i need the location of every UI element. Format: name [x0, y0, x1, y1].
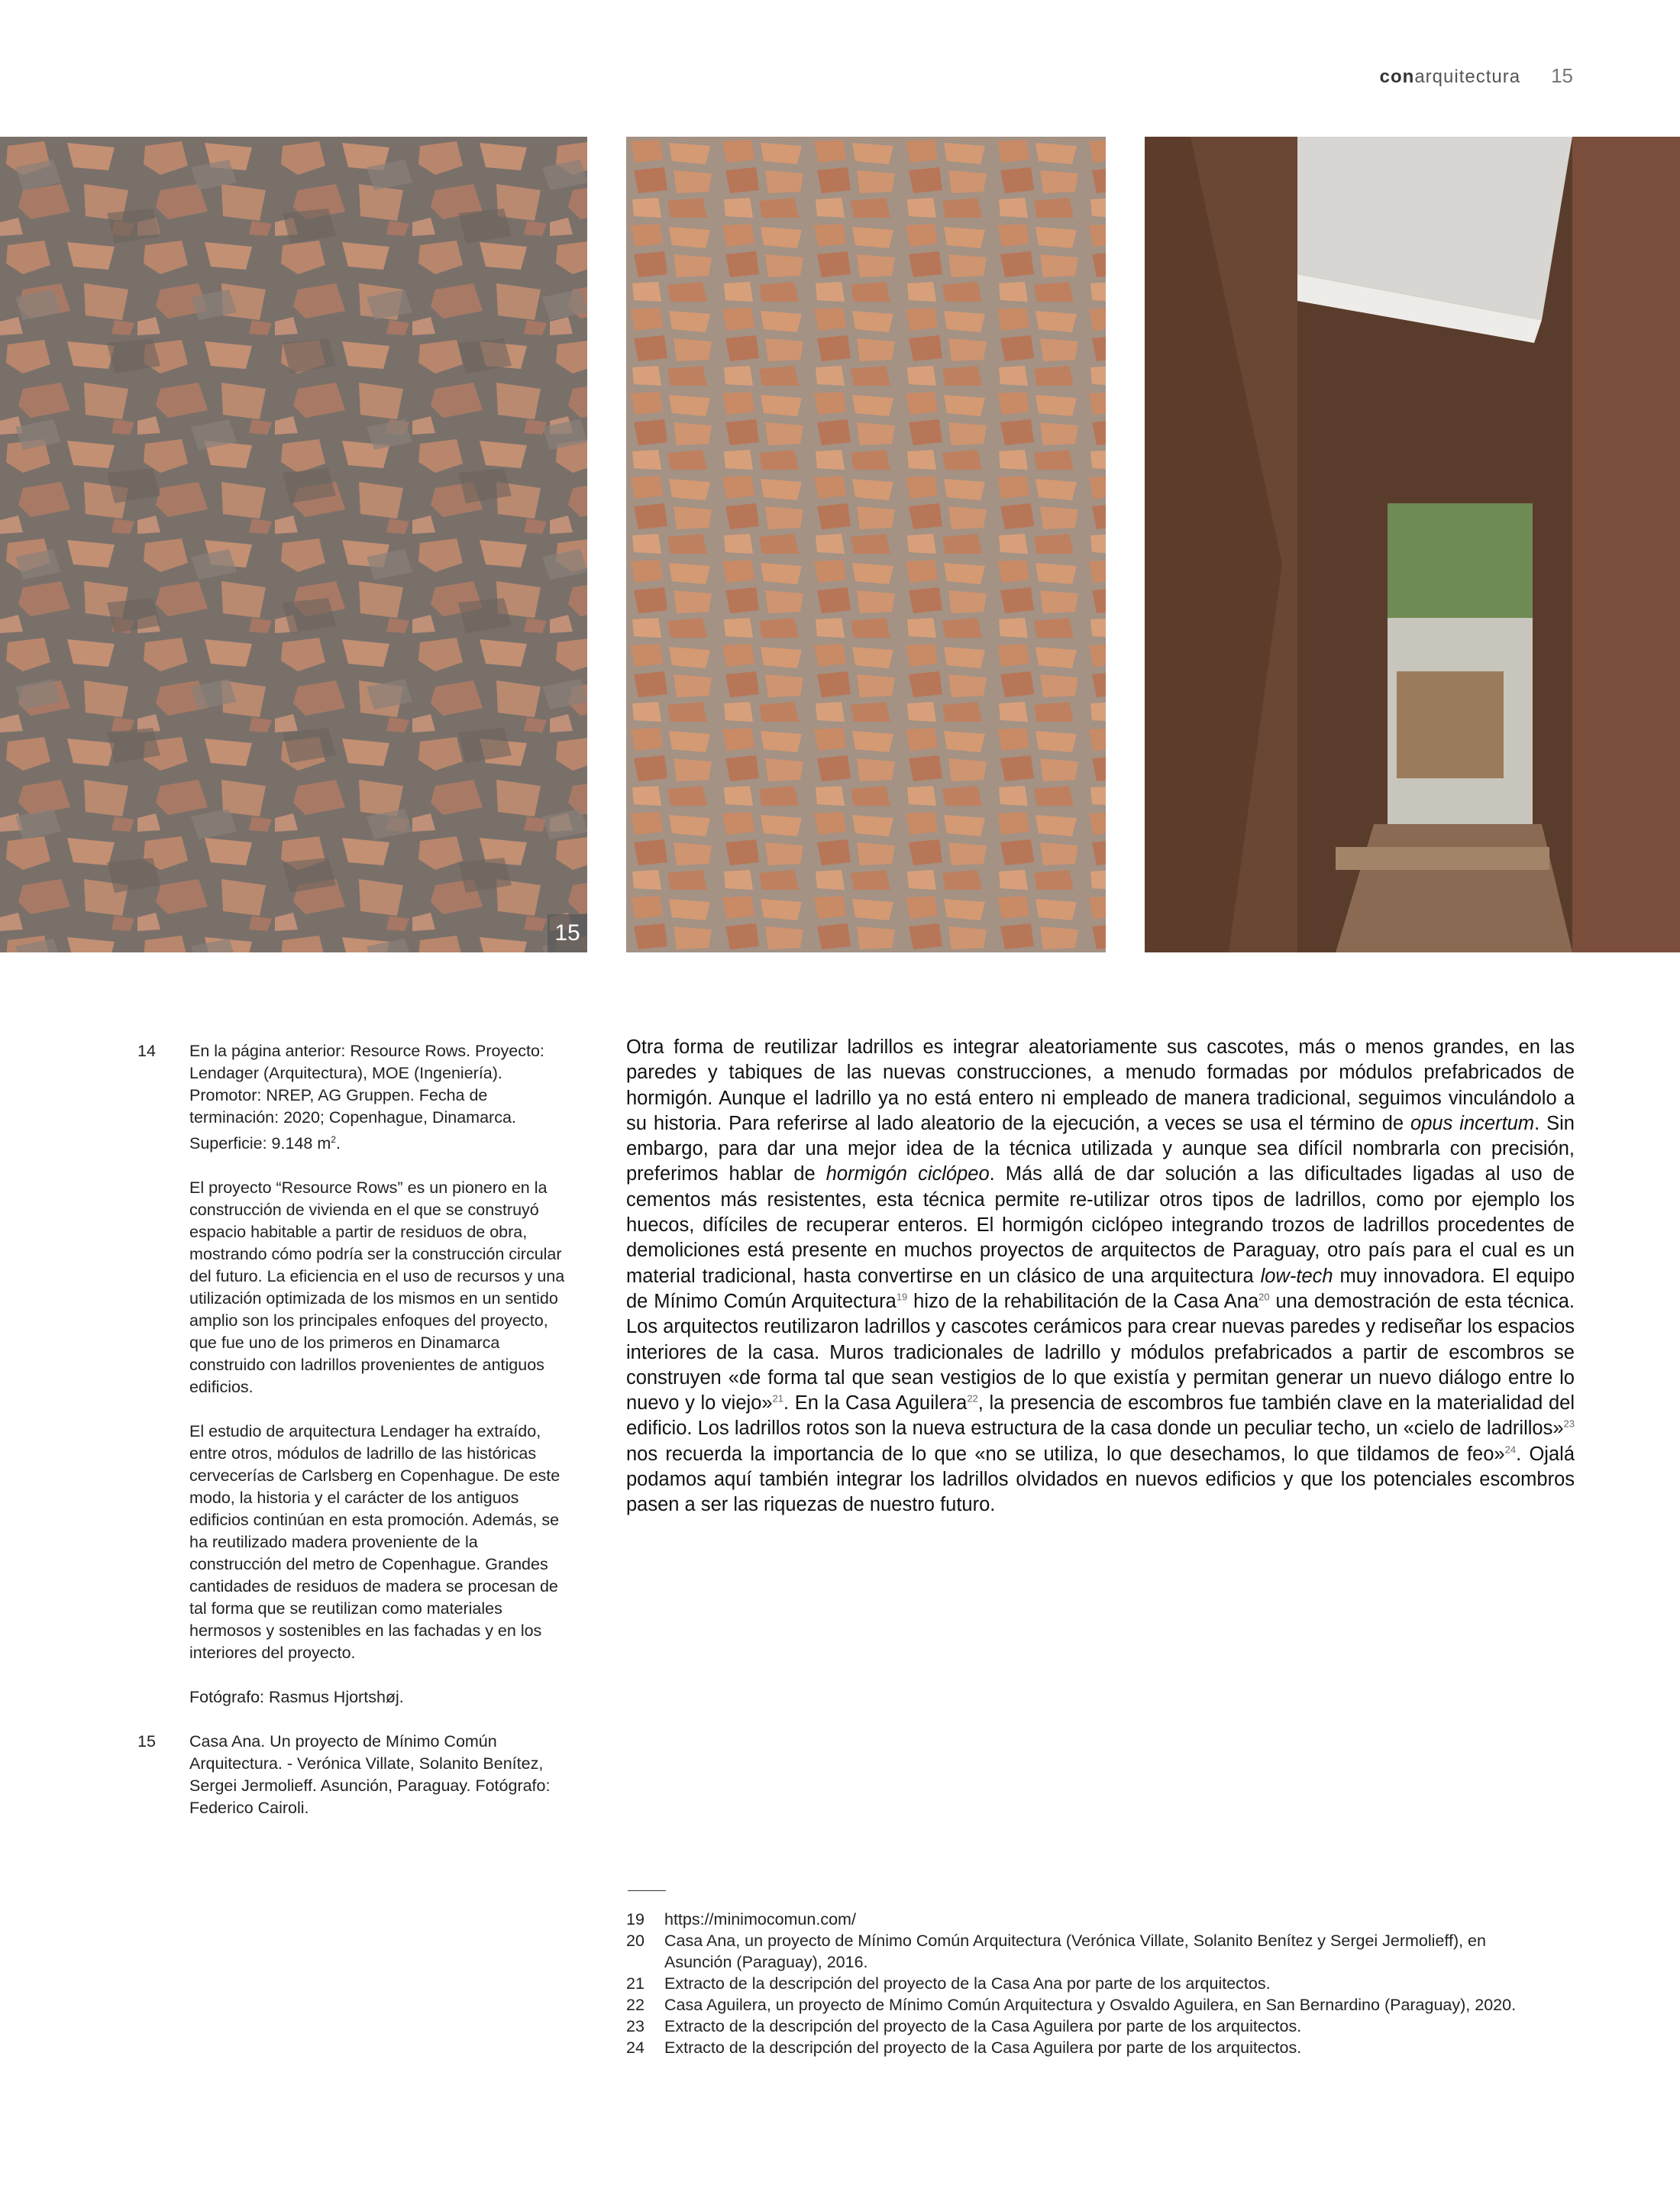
footnotes [626, 1909, 1543, 2058]
caption-paragraph: El estudio de arquitectura Lendager ha extraído, entre otros, módulos de ladrillo de las históricas cervecerías de Carlsberg en Copenhague. De este modo, la historia y el carácter de los antiguos edificios continúan en esta promoción. Además, se ha reutilizado madera proveniente de la construcción del metro de Copenhague. Grandes cantidades de residuos de madera se procesan de tal forma que se reutilizan como materiales hermosos y sostenibles en las fachadas y en los interiores del proyecto. [189, 1422, 561, 1663]
caption-15 [137, 1731, 565, 1819]
wall-photo-graphic [0, 137, 587, 952]
article-body [626, 1035, 1575, 1518]
corridor-graphic [1145, 137, 1680, 952]
footnote-ref: 24 [1504, 1444, 1517, 1456]
photo-number-badge: 15 [548, 914, 587, 952]
caption-paragraph: En la página anterior: Resource Rows. Proyecto: Lendager (Arquitectura), MOE (Ingeniería). Promotor: NREP, AG Gruppen. Fecha de terminación: 2020; Copenhague, Dinamarca. Superficie: 9.148 $m^2$. [189, 1042, 544, 1153]
footnote-ref: 23 [1563, 1418, 1575, 1430]
caption-paragraph: El proyecto “Resource Rows” es un pionero en la construcción de vivienda en el que se construyó espacio habitable a partir de residuos de obra, mostrando cómo podría ser la construcción circular del futuro. La eficiencia en el uso de recursos y una utilización optimizada de los mismos en un sentido amplio son los principales enfoques del proyecto, que fue uno de los primeros en Dinamarca construido con ladrillos provenientes de antiguos edificios. [189, 1178, 565, 1397]
caption-photographer: Fotógrafo: Rasmus Hjortshøj. [189, 1688, 404, 1707]
footnote-item: 21 Extracto de la descripción del proyecto de la Casa Ana por parte de los arquitectos. [626, 1974, 1271, 1993]
shard-wall-graphic [626, 137, 1106, 952]
footnote-ref: 20 [1258, 1291, 1270, 1303]
caption-paragraph: Casa Ana. Un proyecto de Mínimo Común Arquitectura. - Verónica Villate, Solanito Benítez, Sergei Jermolieff. Asunción, Paraguay. Fotógrafo: Federico Cairoli. [189, 1732, 551, 1818]
footnote-item: 22 Casa Aguilera, un proyecto de Mínimo Común Arquitectura y Osvaldo Aguilera, en San Bernardino (Paraguay), 2020. [626, 1996, 1517, 2014]
footnote-ref: 19 [896, 1291, 908, 1303]
photo-brick-shard-wall [626, 137, 1106, 952]
page-number: 15 [1551, 64, 1573, 87]
article-paragraph: Otra forma de reutilizar ladrillos es integrar aleatoriamente sus cascotes, más o menos grandes, en las paredes y tabiques de las nuevas construcciones, a menudo formadas por módulos prefabricados de hormigón. Aunque el ladrillo ya no está entero ni empleado de manera tradicional, seguimos vinculándolo a su historia. Para referirse al lado aleatorio de la ejecución, a veces se usa el término de opus incertum. Sin embargo, para dar una mejor idea de la técnica utilizada y aunque sea difícil nombrarla con precisión, preferimos hablar de hormigón ciclópeo. Más allá de dar solución a las dificultades ligadas al uso de cementos más resistentes, esta técnica permite re-utilizar otros tipos de ladrillos, como por ejemplo los huecos, difíciles de recuperar enteros. El hormigón ciclópeo integrando trozos de ladrillos procedentes de demoliciones está presente en muchos proyectos de arquitectos de Paraguay, otro país para el cual es un material tradicional, hasta convertirse en un clásico de una arquitectura low-tech muy innovadora. El equipo de Mínimo Común Arquitectura$^{19}$ hizo de la rehabilitación de la Casa Ana$^{20}$ una demostración de esta técnica. Los arquitectos reutilizaron ladrillos y cascotes cerámicos para crear nuevas paredes y rediseñar los espacios interiores de la casa. Muros tradicionales de ladrillo y módulos prefabricados a partir de escombros se construyen «de forma tal que sean vestigios de lo que existía y permitan generar un nuevo diálogo entre lo nuevo y lo viejo»$^{21}$. En la Casa Aguilera$^{22}$, la presencia de escombros fue también clave en la materialidad del edificio. Los ladrillos rotos son la nueva estructura de la casa donde un peculiar techo, un «cielo de ladrillos»$^{23}$ nos recuerda la importancia de lo que «no se utiliza, lo que desechamos, lo que tildamos de feo»$^{24}$. Ojalá podamos aquí también integrar los ladrillos olvidados en nuevos edificios y que los potenciales escombros pasen a ser las riquezas de nuestro futuro. [626, 1036, 1575, 1516]
page-header [1380, 64, 1573, 88]
photo-mortar-brick-wall [0, 137, 587, 952]
footnote-item: 19 https://minimocomun.com/ [626, 1910, 856, 1929]
footnote-ref: 22 [967, 1392, 978, 1405]
caption-column [137, 1040, 565, 1841]
footnote-item: 20 Casa Ana, un proyecto de Mínimo Común Arquitectura (Verónica Villate, Solanito Benítez y Sergei Jermolieff), en Asunción (Paraguay), 2016. [626, 1932, 1486, 1971]
magazine-brand: conarquitectura [1379, 66, 1521, 87]
caption-number: 15 [137, 1732, 156, 1751]
caption-14 [137, 1040, 565, 1709]
caption-number: 14 [137, 1042, 156, 1060]
footnote-divider [628, 1890, 666, 1891]
footnote-ref: 21 [772, 1392, 784, 1405]
photo-brick-corridor [1145, 137, 1680, 952]
footnote-item: 23 Extracto de la descripción del proyecto de la Casa Aguilera por parte de los arquitectos. [626, 2017, 1302, 2035]
footnote-item: 24 Extracto de la descripción del proyecto de la Casa Aguilera por parte de los arquitectos. [626, 2038, 1302, 2057]
